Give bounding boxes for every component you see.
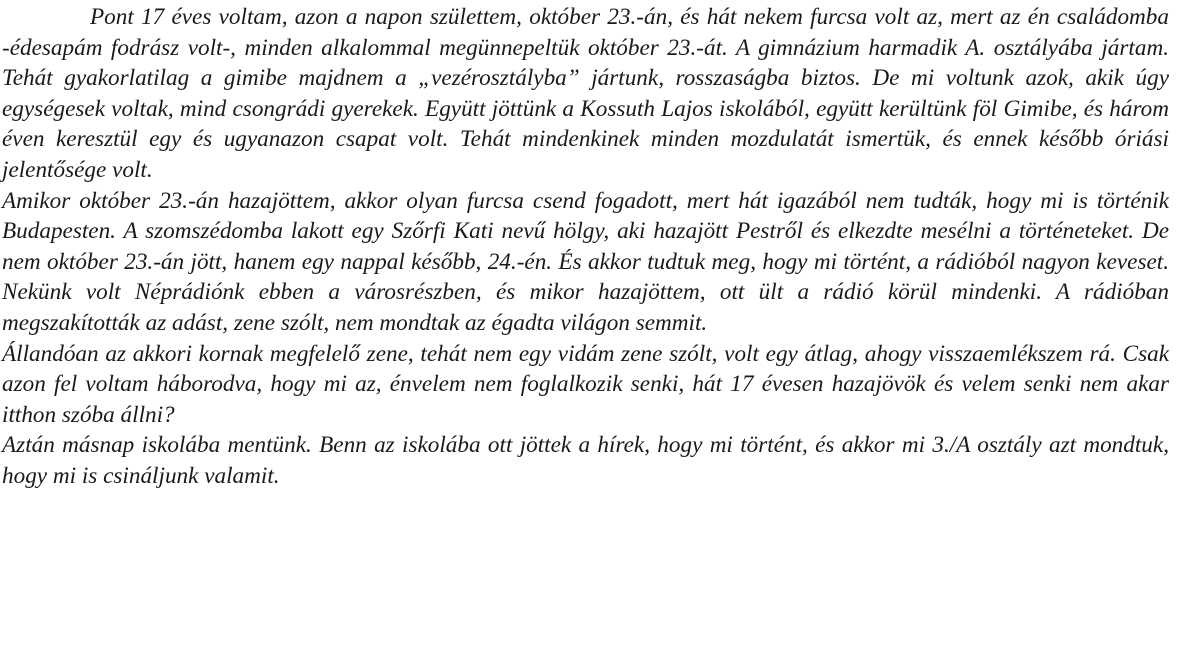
paragraph-music: Állandóan az akkori kornak megfelelő zene, tehát nem egy vidám zene szólt, volt egy átlag, ahogy visszaemlékszem rá. Csak azon fel voltam háborodva, hogy mi az, énvelem nem foglalkozik senki, hát 17 évesen hazajövök és velem senki nem akar itthon szóba állni?: [2, 340, 1169, 428]
paragraph-homecoming: Amikor október 23.-án hazajöttem, akkor olyan furcsa csend fogadott, mert hát igazából nem tudták, hogy mi is történik Budapesten. A szomszédomba lakott egy Szőrfi Kati nevű hölgy, aki hazajött Pestről és elkezdte mesélni a történeteket. De nem október 23.-án jött, hanem egy nappal később, 24.-én. És akkor tudtuk meg, hogy mi történt, a rádióból nagyon keveset. Nekünk volt Néprádiónk ebben a városrészben, és mikor hazajöttem, ott ült a rádió körül mindenki. A rádióban megszakították az adást, zene szólt, nem mondtak az égadta világon semmit.: [2, 187, 1169, 336]
paragraph-birthday: Pont 17 éves voltam, azon a napon születtem, október 23.-án, és hát nekem furcsa volt az, mert az én családomba -édesapám fodrász volt-, minden alkalommal megünnepeltük október 23.-át. A gimnázium harmadik A. osztályába jártam. Tehát gyakorlatilag a gimibe majdnem a „vezérosztályba” jártunk, rosszaságba biztos. De mi voltunk azok, akik úgy egységesek voltak, mind csongrádi gyerekek. Együtt jöttünk a Kossuth Lajos iskolából, együtt kerültünk föl Gimibe, és három éven keresztül egy és ugyanazon csapat volt. Tehát mindenkinek minden mozdulatát ismertük, és ennek később óriási jelentősége volt.: [2, 4, 1169, 183]
paragraph-school: Aztán másnap iskolába mentünk. Benn az iskolába ott jöttek a hírek, hogy mi történt, és akkor mi 3./A osztály azt mondtuk, hogy mi is csináljunk valamit.: [2, 432, 1169, 489]
